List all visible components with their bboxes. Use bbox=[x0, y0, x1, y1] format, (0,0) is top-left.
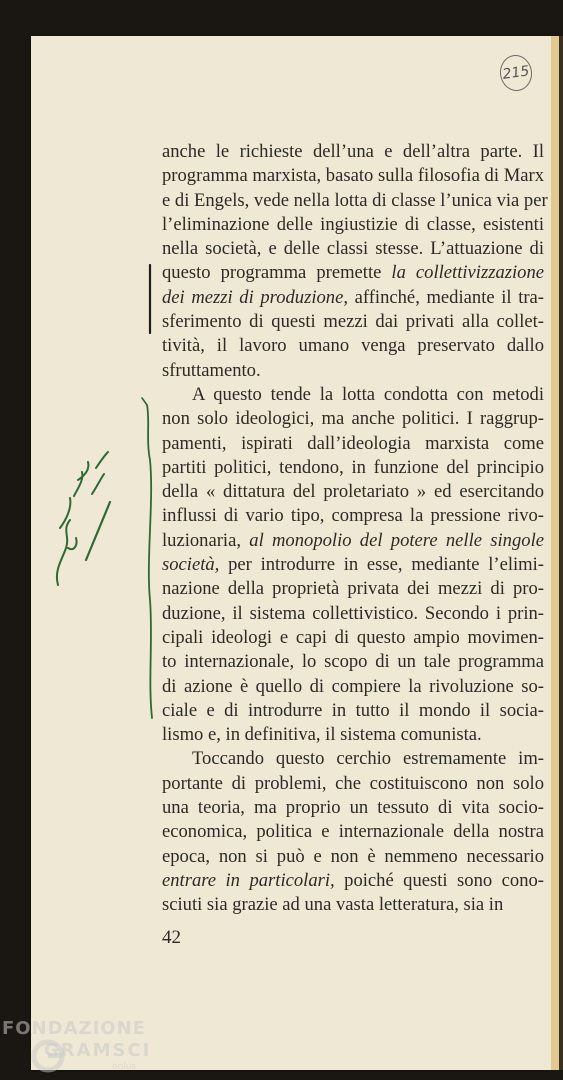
text-line: anche le richieste dell’una e dell’altra parte. Il bbox=[162, 141, 544, 162]
text-line: influssi di vario tipo, compresa la pressione rivo- bbox=[162, 505, 544, 527]
text-line: nazione della proprietà privata dei mezzi di pro- bbox=[162, 578, 544, 600]
archive-number-stamp: 215 bbox=[498, 53, 535, 93]
text-line: non solo ideologici, ma anche politici. I raggrup- bbox=[162, 408, 544, 430]
text-line: programma marxista, basato sulla filosofia di Marx bbox=[162, 165, 544, 187]
text-line: lismo e, in definitiva, il sistema comunista. bbox=[162, 724, 482, 746]
text-line: di azione è quello di compiere la rivoluzione so- bbox=[162, 675, 544, 697]
text-line: e di Engels, vede nella lotta di classe l’unica via per bbox=[162, 189, 548, 211]
text-line: Toccando questo cerchio estremamente im- bbox=[192, 748, 544, 770]
text-line: una teoria, ma proprio un tessuto di vita socio- bbox=[162, 797, 544, 819]
text-line: to internazionale, lo scopo di un tale programma bbox=[162, 651, 544, 673]
text-line: cipali ideologi e capi di questo ampio movimen- bbox=[162, 626, 544, 648]
text-line: luzionaria, al monopolio del potere nelle singole bbox=[162, 529, 544, 551]
text-line: entrare in particolari, poiché questi sono cono- bbox=[162, 869, 544, 891]
text-line: sferimento di questi mezzi dai privati alla collet- bbox=[162, 311, 544, 333]
text-line: della « dittatura del proletariato » ed esercitando bbox=[162, 481, 544, 503]
text-line: dei mezzi di produzione, affinché, mediante il tra- bbox=[162, 286, 544, 308]
text-line: portante di problemi, che costituiscono non solo bbox=[162, 772, 544, 794]
text-line: partiti politici, tendono, in funzione del principio bbox=[162, 456, 544, 478]
text-line: pamenti, ispirati dall’ideologia marxista come bbox=[162, 432, 544, 454]
text-line: ciale e di introdurre in tutto il mondo il socia- bbox=[162, 699, 544, 721]
watermark-line-3: onlus bbox=[112, 1062, 137, 1072]
page-number: 42 bbox=[162, 927, 181, 948]
text-line: l’eliminazione delle ingiustizie di classe, esistenti bbox=[162, 213, 544, 235]
watermark-line-1: FONDAZIONE bbox=[2, 1018, 146, 1039]
text-line: A questo tende la lotta condotta con metodi bbox=[192, 383, 544, 405]
text-line: tività, il lavoro umano venga preservato dallo bbox=[162, 335, 544, 357]
text-line: epoca, non si può e non è nemmeno necessario bbox=[162, 845, 544, 867]
watermark-line-2: GRAMSCI bbox=[44, 1040, 152, 1061]
text-line: società, per introdurre in esse, mediante l’elimi- bbox=[162, 554, 544, 576]
text-line: questo programma premette la collettivizzazione bbox=[162, 262, 544, 284]
text-line: economica, politica e internazionale della nostra bbox=[162, 821, 544, 843]
watermark bbox=[2, 1018, 152, 1072]
text-line: nella società, e delle classi stesse. L’attuazione di bbox=[162, 238, 544, 260]
body-text bbox=[162, 140, 548, 918]
text-line: sfruttamento. bbox=[162, 359, 261, 381]
text-line: sciuti sia grazie ad una vasta letteratura, sia in bbox=[162, 894, 504, 916]
text-line: duzione, il sistema collettivistico. Secondo i prin- bbox=[162, 602, 544, 624]
